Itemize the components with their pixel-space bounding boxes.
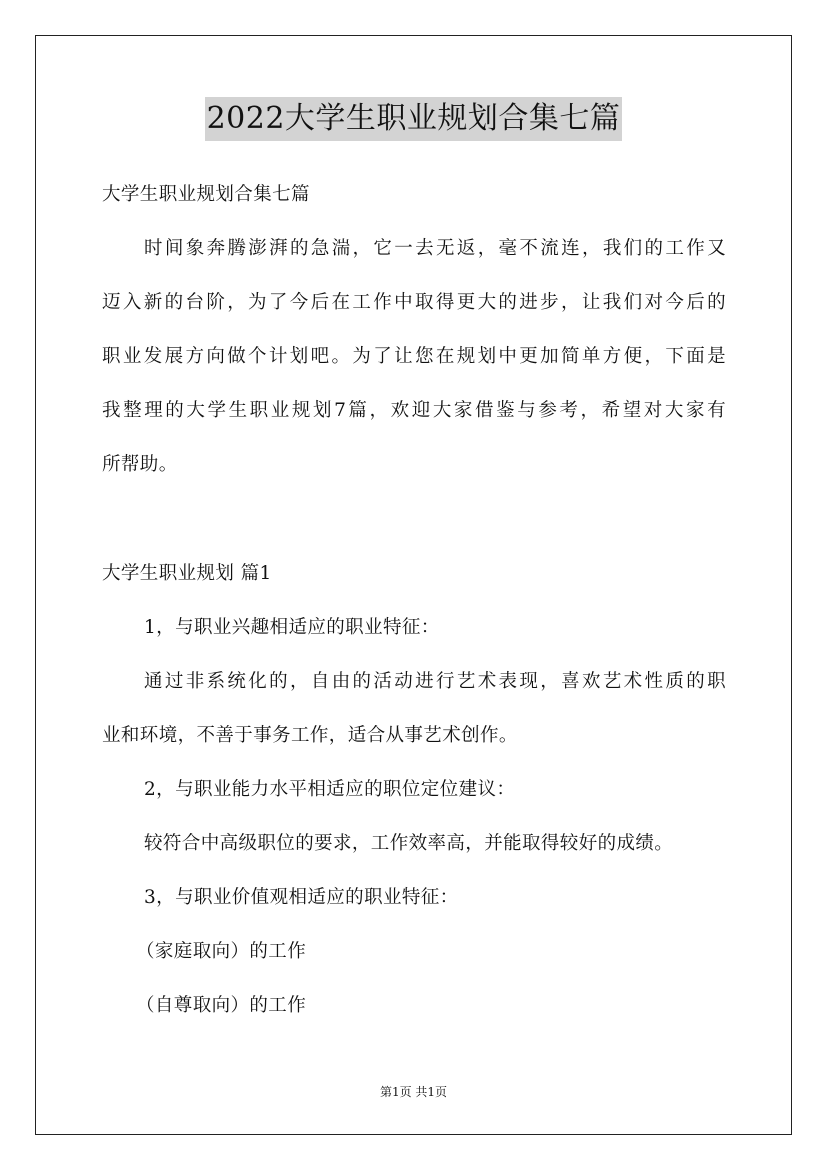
section-heading: 大学生职业规划 篇1 — [102, 563, 272, 584]
title-container — [0, 97, 827, 141]
document-title: 2022大学生职业规划合集七篇 — [205, 97, 623, 141]
intro-line: 职业发展方向做个计划吧。为了让您在规划中更加简单方便，下面是 — [102, 346, 726, 367]
intro-line: 我整理的大学生职业规划7篇，欢迎大家借鉴与参考，希望对大家有 — [102, 400, 726, 421]
item-text-line: 较符合中高级职位的要求，工作效率高，并能取得较好的成绩。 — [144, 833, 674, 854]
intro-line: 迈入新的台阶，为了今后在工作中取得更大的进步，让我们对今后的 — [102, 292, 726, 313]
item-text-line: 业和环境，不善于事务工作，适合从事艺术创作。 — [102, 725, 518, 746]
intro-line: 时间象奔腾澎湃的急湍，它一去无返，毫不流连，我们的工作又 — [144, 238, 726, 259]
intro-line: 所帮助。 — [102, 454, 178, 475]
page-footer: 第1页 共1页 — [379, 1085, 448, 1099]
item-title: 3，与职业价值观相适应的职业特征： — [144, 887, 459, 908]
item-title: 2，与职业能力水平相适应的职位定位建议： — [144, 779, 516, 800]
item-text-line: （家庭取向）的工作 — [136, 941, 307, 962]
item-text-line: （自尊取向）的工作 — [136, 995, 307, 1016]
subtitle: 大学生职业规划合集七篇 — [102, 184, 310, 205]
item-title: 1，与职业兴趣相适应的职业特征： — [144, 617, 440, 638]
item-text-line: 通过非系统化的，自由的活动进行艺术表现，喜欢艺术性质的职 — [144, 671, 726, 692]
